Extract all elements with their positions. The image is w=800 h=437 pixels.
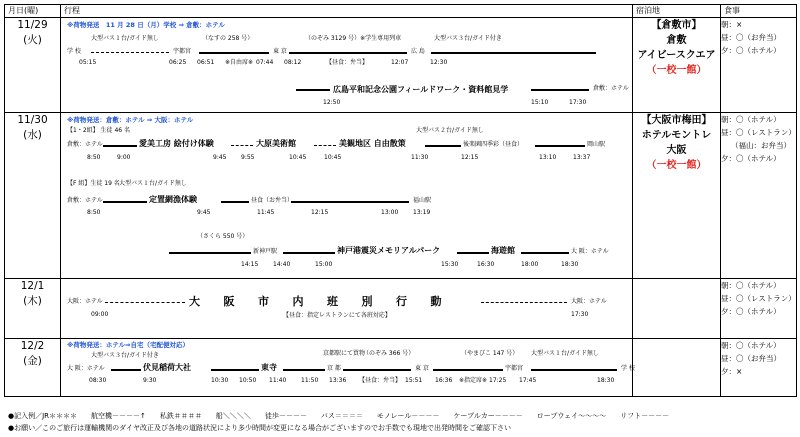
day-2-walk-line (231, 145, 253, 146)
day-2-schedule-text: 8:50 (87, 154, 101, 161)
day-4-schedule-text: 大型バス３台/ガイド付き (91, 352, 159, 359)
day-4-hotel (633, 339, 721, 397)
day-3-dow: (木) (23, 295, 42, 307)
day-2-hotel-name-1: ホテルモントレ (641, 130, 712, 141)
day-row-4 (5, 339, 797, 397)
day-1-schedule-text: 宇都宮 (173, 48, 192, 55)
day-2-bus-line (521, 252, 569, 254)
day-1-bus-line (296, 89, 330, 91)
day-3-schedule-text: 【昼食：指定レストランにて各班対応】 (283, 312, 391, 319)
day-1-date: 11/29 (17, 19, 48, 31)
day-2-schedule-text: （さくら 550 号） (197, 233, 249, 240)
day-4-schedule-text: 16:36 (435, 377, 453, 384)
day-1-bus-line (431, 52, 596, 54)
day-2-schedule-text: 9:45 (197, 209, 211, 216)
day-4-schedule-text: 15:51 (405, 377, 423, 384)
day-1-schedule-text: 東 京 (273, 48, 287, 55)
day-2-meal-item: 夕：〇（ホテル） (721, 154, 781, 163)
day-2-schedule-text: 昼食（お弁当） (251, 197, 294, 204)
day-3-meal-item: 昼：〇（レストラン） (721, 294, 796, 303)
day-3-schedule-text: 大阪：ホテル (67, 298, 103, 305)
day-1-schedule-text: 大型バス３台/ガイド付き (434, 35, 502, 42)
day-2-schedule-text: 18:30 (561, 261, 579, 268)
day-4-schedule-text: 08:30 (89, 377, 107, 384)
day-4-schedule-text: 18:30 (597, 377, 615, 384)
day-2-bus-line (103, 145, 137, 147)
day-2-hotel (633, 113, 721, 279)
day-4-schedule-text: 東 京 (415, 365, 429, 372)
day-1-schedule-text: ※荷物発送 11 月 28 日（月）学校 ⇒ 倉敷：ホテル (67, 21, 225, 29)
day-3-walk-line (481, 302, 567, 303)
day-row-1 (5, 18, 797, 113)
header-plan: 行程 (61, 5, 633, 18)
legend-notice: ●お願い／このご旅行は運輸機関のダイヤ改正及び各地の道路状況により多少時間が変更になる場合がございますのでお手数でも現地で出発時間をご確認下さい (8, 424, 511, 432)
day-1-hotel-name-2: アイビースクエア (637, 50, 716, 61)
day-1-schedule-text: 08:12 (284, 59, 302, 66)
day-4-dow: (金) (23, 355, 42, 367)
day-2-schedule-text: 大 阪：ホテル (571, 248, 609, 255)
day-2-schedule-text: 大型バス２台/ガイド無し (416, 127, 484, 134)
day-2-meals (721, 113, 797, 279)
day-4-schedule-text: ※指定席※ (459, 377, 488, 384)
day-4-schedule-text: 大 阪：ホテル (67, 365, 105, 372)
day-4-train-line (433, 369, 503, 371)
day-4-schedule-text: 17:45 (519, 377, 537, 384)
day-2-schedule-text: 8:50 (87, 209, 101, 216)
day-2-schedule-text: 9:00 (117, 154, 131, 161)
day-2-hotel-name-2: 大阪 (666, 145, 687, 156)
day-1-schedule-text: 15:10 (531, 99, 549, 106)
day-4-meal-item: 朝：〇（ホテル） (721, 341, 781, 350)
day-2-schedule-text: 18:00 (521, 261, 539, 268)
day-2-schedule-text: 14:40 (273, 261, 291, 268)
day-1-dow: (火) (23, 34, 42, 46)
day-2-bus-line (535, 145, 585, 147)
header-hotel: 宿泊地 (633, 5, 721, 18)
day-1-plan (61, 18, 633, 113)
day-1-hotel (633, 18, 721, 113)
day-2-schedule-text: 9:45 (213, 154, 227, 161)
day-2-schedule-text: 後楽園四季彩（昼食） (463, 141, 524, 148)
day-2-schedule-text: 13:19 (413, 209, 431, 216)
day-4-schedule-text: （やまびこ 147 号） (461, 350, 519, 357)
day-2-train-line (169, 252, 251, 254)
day-row-3 (5, 279, 797, 339)
day-2-bus-line (291, 201, 409, 203)
day-4-plan (61, 339, 633, 397)
day-2-schedule-text: 倉敷：ホテル (67, 197, 103, 204)
day-1-walk-line (91, 52, 169, 53)
day-1-schedule-text: ※自由席※ (225, 59, 254, 66)
day-2-schedule-text: 新神戸駅 (253, 248, 278, 255)
day-1-schedule-text: 12:07 (391, 59, 409, 66)
day-4-schedule-text: 11:40 (269, 377, 287, 384)
day-2-meal-item: （福山：お弁当） (731, 141, 791, 150)
day-2-schedule-text: 岡山駅 (587, 141, 606, 148)
day-1-hotel-note: （一校一館） (646, 65, 707, 76)
day-1-train-line (199, 52, 269, 54)
day-2-schedule-text: 13:37 (573, 154, 591, 161)
day-4-schedule-text: 10:30 (211, 377, 229, 384)
header-meal: 食事 (721, 5, 797, 18)
day-1-schedule-text: 07:44 (256, 59, 274, 66)
day-4-bus-line (283, 369, 325, 371)
day-4-date-cell (5, 339, 61, 397)
day-1-schedule-text: （のぞみ 3129 号）※学生専用列車 (305, 35, 402, 42)
header-row (5, 5, 797, 18)
day-2-schedule-text: 9:55 (241, 154, 255, 161)
day-4-schedule-text: 大型バス１台/ガイド無し (531, 350, 599, 357)
day-1-meal-item: 夕：〇（ホテル） (721, 46, 781, 55)
day-2-meal-item: 朝：〇（ホテル） (721, 115, 781, 124)
day-2-schedule-text: 13:10 (539, 154, 557, 161)
day-1-schedule-text: （なすの 258 号） (202, 35, 254, 42)
day-4-schedule-text: ※荷物発送：ホテル⇒自宅（宅配便対応） (67, 341, 189, 349)
day-4-bus-line (531, 369, 617, 371)
day-4-bus-line (111, 369, 141, 371)
day-4-schedule-text: 東寺 (261, 363, 277, 372)
day-2-schedule-text: 12:15 (461, 154, 479, 161)
day-4-schedule-text: 学 校 (621, 365, 635, 372)
day-3-schedule-text: 09:00 (91, 311, 109, 318)
day-1-schedule-text: 05:15 (79, 59, 97, 66)
day-4-schedule-text: 京 都 (327, 365, 341, 372)
day-3-date-cell (5, 279, 61, 339)
day-2-schedule-text: 16:30 (477, 261, 495, 268)
day-3-walk-line (105, 302, 185, 303)
day-2-schedule-text: 海遊館 (491, 246, 515, 255)
day-2-schedule-text: 15:00 (315, 261, 333, 268)
day-1-schedule-text: 学 校 (67, 48, 81, 55)
day-2-schedule-text: 11:30 (411, 154, 429, 161)
day-3-meal-item: 夕：〇（ホテル） (721, 307, 781, 316)
day-2-schedule-text: 【F 組】生徒 19 名 (67, 180, 120, 187)
day-2-schedule-text: 大型バス１台/ガイド無し (119, 180, 187, 187)
day-2-schedule-text: 大原美術館 (256, 139, 296, 148)
day-1-hotel-area: 【倉敷市】 (651, 20, 702, 31)
day-2-date: 11/30 (17, 114, 48, 126)
day-2-schedule-text: 15:30 (441, 261, 459, 268)
day-4-schedule-text: 京都駅にて買物 (323, 350, 366, 357)
day-4-schedule-text: 【昼食：弁当】 (359, 377, 402, 384)
day-3-schedule-text: 大 阪 市 内 班 別 行 動 (189, 295, 442, 308)
day-4-meals (721, 339, 797, 397)
day-2-plan (61, 113, 633, 279)
day-3-plan (61, 279, 633, 339)
day-row-2 (5, 113, 797, 279)
day-1-meal-item: 朝：× (721, 20, 743, 29)
day-4-schedule-text: 10:50 (239, 377, 257, 384)
legend-transport: ●記入例／JR＊＊＊＊ 航空機－－－－↑ 私鉄＃＃＃＃ 船＼＼＼＼ 徒歩－－－－ バス＝＝＝＝ モノレール－－－－ ケーブルカー－－－－ ロープウェイ～～～～ リフト－－－－ (8, 412, 670, 420)
day-3-hotel (633, 279, 721, 339)
day-2-schedule-text: 10:45 (324, 154, 342, 161)
day-1-schedule-text: 大型バス１台/ガイド無し (91, 35, 159, 42)
day-3-date: 12/1 (20, 280, 45, 292)
day-4-schedule-text: 9:30 (143, 377, 157, 384)
day-3-schedule-text: 17:30 (571, 311, 589, 318)
day-3-meals (721, 279, 797, 339)
day-2-schedule-text: 福山駅 (413, 197, 432, 204)
day-2-schedule-text: 11:45 (257, 209, 275, 216)
day-2-bus-line (425, 145, 461, 147)
day-2-bus-line (103, 201, 147, 203)
day-2-schedule-text: 12:15 (311, 209, 329, 216)
day-1-schedule-text: 広島平和記念公園フィールドワーク・資料館見学 (333, 85, 509, 94)
day-2-schedule-text: 10:45 (289, 154, 307, 161)
day-2-schedule-text: ※荷物発送：倉敷：ホテル ⇒ 大阪：ホテル (67, 116, 194, 124)
day-2-hotel-note: （一校一館） (646, 160, 707, 171)
day-4-schedule-text: 11:50 (301, 377, 319, 384)
day-1-meals (721, 18, 797, 113)
day-2-bus-line (283, 252, 335, 254)
day-2-walk-line (314, 145, 336, 146)
day-2-schedule-text: 定置網漁体験 (149, 195, 197, 204)
day-2-schedule-text: 13:00 (381, 209, 399, 216)
day-4-schedule-text: 13:36 (329, 377, 347, 384)
day-1-schedule-text: 広 島 (411, 48, 425, 55)
day-4-schedule-text: 17:25 (489, 377, 507, 384)
day-4-meal-item: 昼：〇（お弁当） (721, 354, 781, 363)
day-2-dow: (水) (23, 129, 42, 141)
day-1-schedule-text: 06:51 (197, 59, 215, 66)
day-3-meal-item: 朝：〇（ホテル） (721, 281, 781, 290)
day-2-hotel-area: 【大阪市梅田】 (641, 115, 712, 126)
itinerary-table (4, 4, 797, 397)
day-2-date-cell (5, 113, 61, 279)
day-1-schedule-text: 【昼食：弁当】 (326, 59, 369, 66)
day-2-bus-line (457, 252, 489, 254)
day-2-schedule-text: 14:15 (241, 261, 259, 268)
day-2-schedule-text: 美観地区 自由散策 (339, 139, 406, 148)
day-1-schedule-text: 倉敷：ホテル (593, 85, 629, 92)
day-2-meal-item: 昼：〇（レストラン） (721, 128, 796, 137)
day-1-schedule-text: 06:25 (169, 59, 187, 66)
day-4-bus-line (211, 369, 259, 371)
day-4-date: 12/2 (20, 340, 45, 352)
day-1-schedule-text: 17:30 (569, 99, 587, 106)
day-2-bus-line (221, 201, 249, 203)
day-2-schedule-text: 愛美工房 絵付け体験 (139, 139, 214, 148)
day-2-schedule-text: 【1・2組】 生徒 46 名 (67, 127, 130, 134)
day-4-meal-item: 夕：× (721, 367, 743, 376)
day-2-schedule-text: 神戸港震災メモリアルパーク (337, 246, 441, 255)
day-4-schedule-text: 伏見稲荷大社 (143, 363, 191, 372)
day-1-bus-line (531, 89, 589, 91)
day-1-train-line (289, 52, 407, 54)
day-1-meal-item: 昼：〇（お弁当） (721, 33, 781, 42)
day-1-date-cell (5, 18, 61, 113)
day-4-train-line (343, 369, 411, 371)
day-3-schedule-text: 大阪：ホテル (571, 298, 607, 305)
day-4-schedule-text: （のぞみ 366 号） (363, 350, 415, 357)
header-date: 月日(曜) (5, 5, 61, 18)
day-2-schedule-text: 倉敷：ホテル (67, 141, 103, 148)
day-1-schedule-text: 12:30 (430, 59, 448, 66)
day-4-schedule-text: 宇都宮 (505, 365, 524, 372)
day-1-hotel-name-1: 倉敷 (666, 35, 687, 46)
day-1-schedule-text: 12:50 (323, 99, 341, 106)
